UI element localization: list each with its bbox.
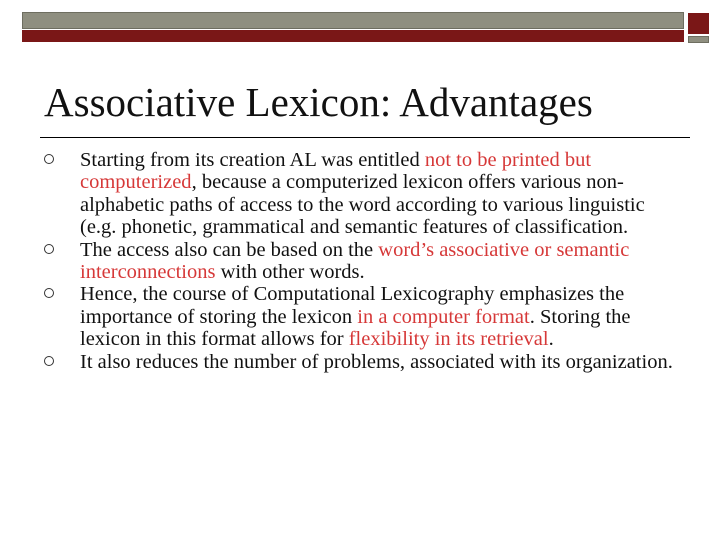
bullet-text-segment: with other words. bbox=[215, 261, 365, 284]
bullet-highlight-segment: not to be printed but computerized bbox=[80, 149, 592, 194]
slide-title: Associative Lexicon: Advantages bbox=[44, 79, 593, 125]
bullet-text-segment: Hence, the course of Computational Lexicography emphasizes the importance of storing the lexicon bbox=[80, 283, 625, 328]
bullet-text-segment: . bbox=[548, 328, 554, 351]
bullet-highlight-segment: in a computer format bbox=[357, 305, 530, 328]
title-underline-rule bbox=[40, 137, 690, 138]
bullet-list bbox=[44, 149, 684, 373]
bullet-text-segment: The access also can be based on the bbox=[80, 238, 379, 261]
bullet-item bbox=[44, 283, 684, 350]
hollow-circle-icon bbox=[44, 244, 54, 254]
bullet-highlight-segment: flexibility in its retrieval bbox=[348, 328, 549, 351]
header-decorative-rule bbox=[22, 30, 684, 42]
bullet-text-segment: It also reduces the number of problems, associated with its organization. bbox=[80, 350, 673, 373]
bullet-item bbox=[44, 351, 684, 373]
hollow-circle-icon bbox=[44, 356, 54, 366]
bullet-item bbox=[44, 149, 684, 239]
bullet-text-segment: , because a computerized lexicon offers various non-alphabetic paths of access to the word according to various linguistic (e.g. phonetic, grammatical and semantic features of classification. bbox=[80, 171, 645, 239]
hollow-circle-icon bbox=[44, 154, 54, 164]
corner-decorative-square bbox=[688, 13, 709, 34]
bullet-text-segment: Starting from its creation AL was entitled bbox=[80, 149, 425, 171]
header-decorative-bar bbox=[22, 12, 684, 29]
bullet-highlight-segment: word’s associative or semantic interconnections bbox=[80, 238, 630, 284]
hollow-circle-icon bbox=[44, 288, 54, 298]
corner-decorative-square-small bbox=[688, 36, 709, 43]
bullet-text-segment: . Storing the lexicon in this format allows for bbox=[80, 305, 631, 351]
bullet-item bbox=[44, 239, 684, 284]
